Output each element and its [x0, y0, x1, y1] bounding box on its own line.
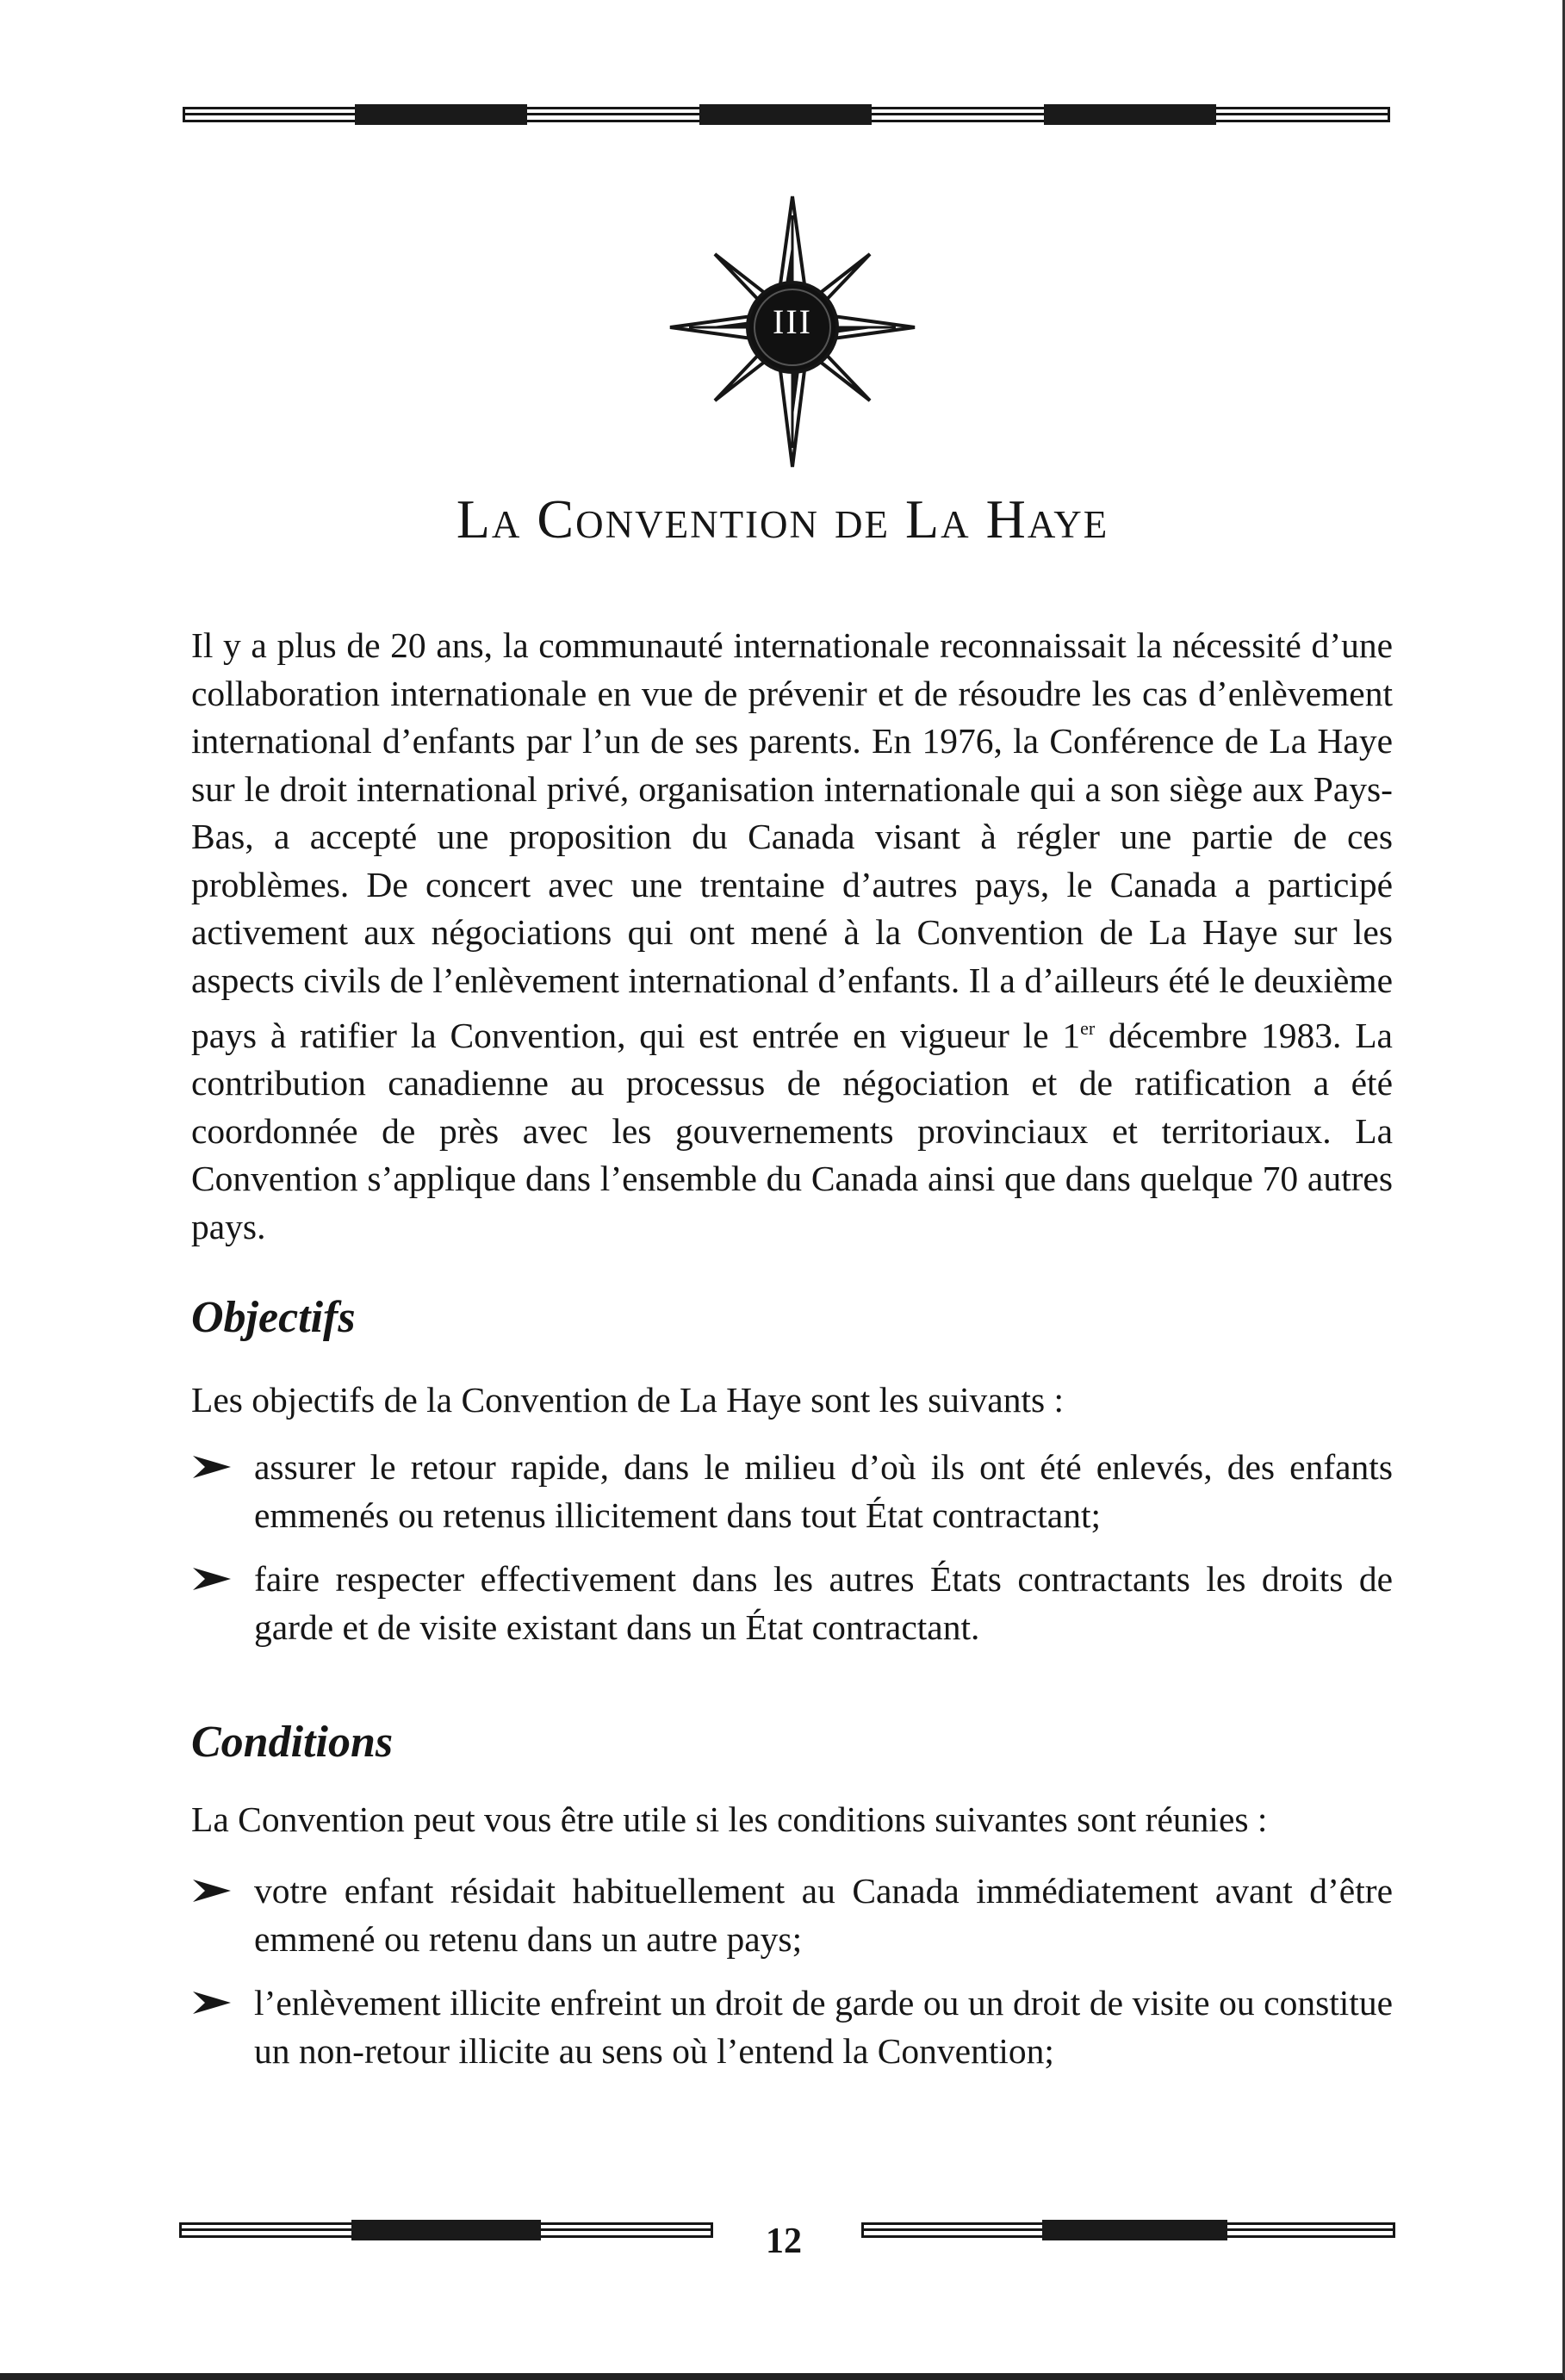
top-decorative-rule [183, 102, 1390, 127]
section-heading-conditions: Conditions [191, 1718, 394, 1767]
list-item: assurer le retour rapide, dans le milieu d’où ils ont été enlevés, des enfants emmenés ou retenus illicitement dans tout État contractant; [191, 1444, 1393, 1539]
page-number: 12 [766, 2222, 802, 2261]
footer-rule-left [179, 2217, 713, 2243]
footer-rule-right [861, 2217, 1395, 2243]
conditions-intro: La Convention peut vous être utile si les conditions suivantes sont réunies : [191, 1799, 1268, 1839]
chapter-title: La Convention de La Haye [456, 488, 1109, 550]
arrowhead-bullet-icon [191, 1988, 233, 2017]
arrowhead-bullet-icon [191, 1452, 233, 1482]
intro-superscript: er [1080, 1017, 1096, 1039]
section-heading-objectifs: Objectifs [191, 1293, 356, 1342]
intro-paragraph [191, 622, 1393, 1251]
arrowhead-bullet-icon [191, 1876, 233, 1905]
intro-text-part-2: décembre 1983. La contribution canadienne au processus de négociation et de ratification a été coordonnée de près avec les gouvernements provinciaux et territoriaux. La Convention s’applique dans l’ensemble du Canada ainsi que dans quelque 70 autres pays. [191, 1015, 1393, 1246]
list-item: votre enfant résidait habituellement au Canada immédiatement avant d’être emmené ou retenu dans un autre pays; [191, 1867, 1393, 1963]
objectifs-intro: Les objectifs de la Convention de La Haye sont les suivants : [191, 1380, 1065, 1420]
list-item: faire respecter effectivement dans les autres États contractants les droits de garde et de visite existant dans un État contractant. [191, 1556, 1393, 1651]
conditions-list [191, 1867, 1393, 2091]
chapter-numeral: III [773, 302, 812, 341]
intro-text-part-1: Il y a plus de 20 ans, la communauté internationale reconnaissait la nécessité d’une collaboration internationale en vue de prévenir et de résoudre les cas d’enlèvement international d’enfants par l’un de ses parents. En 1976, la Conférence de La Haye sur le droit international privé, organisation internationale qui a son siège aux Pays-Bas, a accepté une proposition du Canada visant à régler une partie de ces problèmes. De concert avec une trentaine d’autres pays, le Canada a participé activement aux négociations qui ont mené à la Convention de La Haye sur les aspects civils de l’enlèvement international d’enfants. Il a d’ailleurs été le deuxième pays à ratifier la Convention, qui est entrée en vigueur le 1 [191, 625, 1393, 1055]
arrowhead-bullet-icon [191, 1564, 233, 1594]
objectifs-list [191, 1444, 1393, 1668]
list-item: l’enlèvement illicite enfreint un droit de garde ou un droit de visite ou constitue un non-retour illicite au sens où l’entend la Convention; [191, 1979, 1393, 2075]
